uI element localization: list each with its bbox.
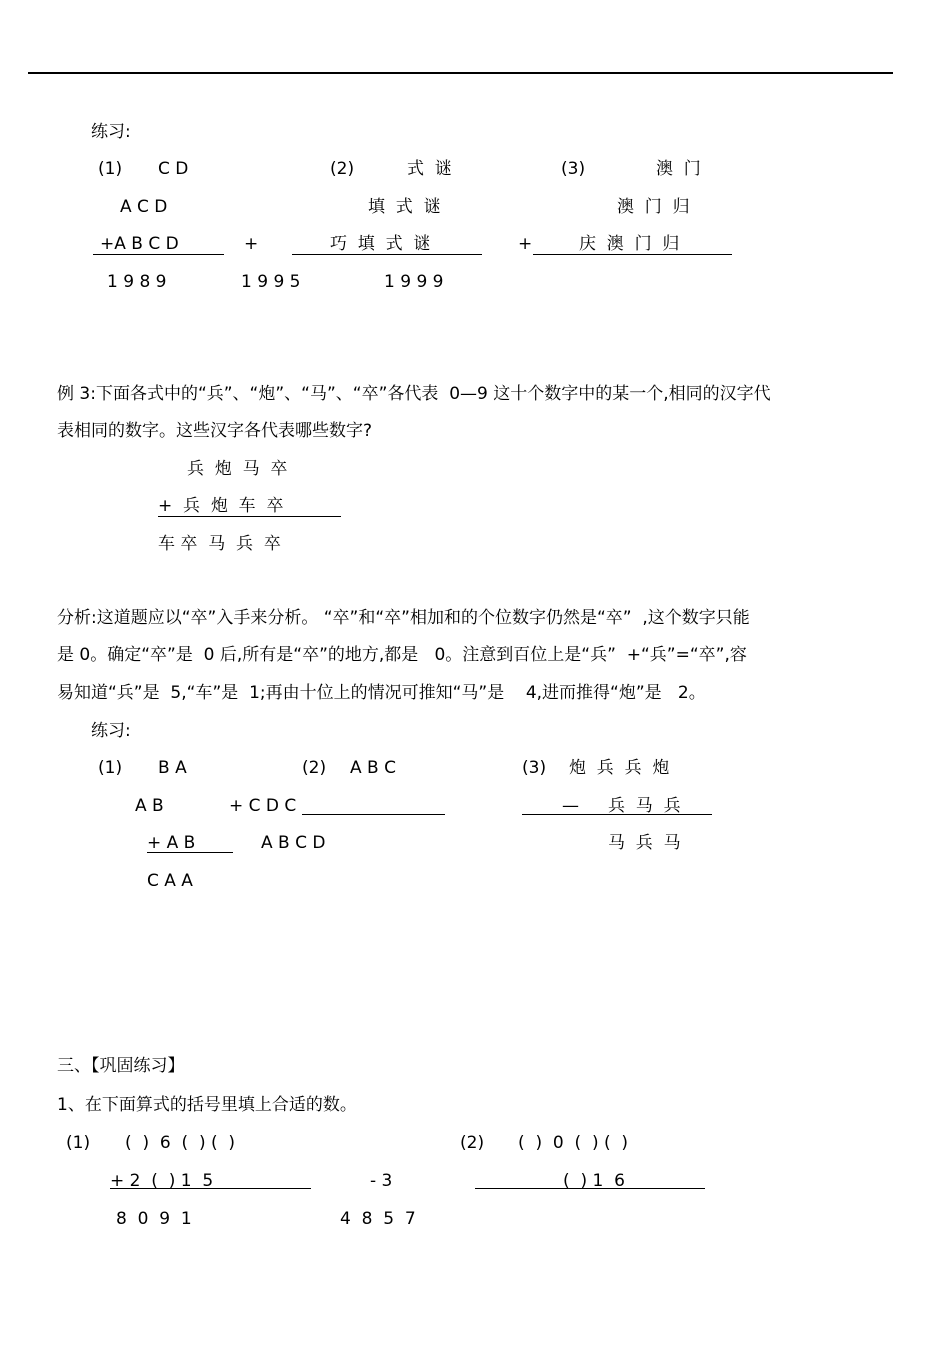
analysis-line-2: 是 0。确定“卒”是 0 后,所有是“卒”的地方,都是 0。注意到百位上是“兵” +“兵”=“卒”,容: [57, 645, 747, 665]
practice-2-p1-row3: + A B: [147, 833, 196, 853]
section-3-p2-label: (2): [460, 1133, 485, 1153]
practice-2-p2-row2: + C D C: [229, 796, 297, 816]
practice-1-p3-label: (3): [561, 159, 586, 179]
practice-1-p2-row1: 式 谜: [407, 159, 452, 179]
analysis-line-3: 易知道“兵”是 5,“车”是 1;再由十位上的情况可推知“马”是 4,进而推得“炮”是 2。: [57, 683, 706, 703]
practice-1-p1-row2: A C D: [120, 197, 168, 217]
practice-2-p3-label: (3): [522, 758, 547, 778]
practice-1-p1-label: (1): [98, 159, 123, 179]
practice-2-p1-row4: C A A: [147, 871, 193, 891]
practice-1-p3-row4: 1 9 9 9: [384, 272, 444, 292]
analysis-line-1: 分析:这道题应以“卒”入手来分析。 “卒”和“卒”相加和的个位数字仍然是“卒” ,这个数字只能: [57, 608, 750, 628]
practice-1-p1-row3: +A B C D: [100, 234, 179, 254]
section-3-p1-label: (1): [66, 1133, 91, 1153]
practice-2-p3-row3: 马 兵 马: [608, 833, 681, 853]
section-3-p2-minus: - 3: [370, 1171, 393, 1191]
example-3-sum-line: [158, 516, 341, 517]
section-3-p2-row2: ( ) 1 6: [563, 1171, 625, 1191]
practice-1-p2-sum-line: [292, 254, 482, 255]
practice-1-p1-row4: 1 9 8 9: [107, 272, 167, 292]
section-3-question-1: 1、在下面算式的括号里填上合适的数。: [57, 1095, 357, 1115]
example-3-line-1: 例 3:下面各式中的“兵”、“炮”、“马”、“卒”各代表 0—9 这十个数字中的某一个,相同的汉字代: [57, 384, 771, 404]
practice-2-p2-row1: A B C: [350, 758, 396, 778]
section-3-heading: 三、【巩固练习】: [57, 1056, 185, 1076]
practice-2-p1-row2: A B: [135, 796, 164, 816]
section-3-p1-row2: + 2 ( ) 1 5: [110, 1171, 214, 1191]
section-3-p2-sum-line: [475, 1188, 705, 1189]
practice-2-p3-minus: —: [562, 796, 579, 816]
practice-2-p3-row1: 炮 兵 兵 炮: [569, 758, 670, 778]
practice-1-p3-row2: 澳 门 归: [617, 197, 690, 217]
practice-1-p3-plus: +: [518, 234, 533, 254]
practice-1-p3-row3: 庆 澳 门 归: [579, 234, 680, 254]
practice-1-p2-row2: 填 式 谜: [368, 197, 441, 217]
practice-2-p2-row3: A B C D: [261, 833, 326, 853]
section-3-p2-row1: ( ) 0 ( ) ( ): [518, 1133, 629, 1153]
practice-1-p1-row1: C D: [158, 159, 189, 179]
example-3-row3: 车 卒 马 兵 卒: [158, 534, 281, 554]
practice-2-p1-label: (1): [98, 758, 123, 778]
practice-2-p3-sum-line: [522, 814, 712, 815]
practice-1-p3-row1: 澳 门: [656, 159, 701, 179]
practice-1-p2-plus: +: [244, 234, 259, 254]
practice-1-p2-row3: 巧 填 式 谜: [330, 234, 431, 254]
example-3-row1: 兵 炮 马 卒: [187, 459, 288, 479]
practice-1-p1-sum-line: [93, 254, 224, 255]
header-rule: [28, 72, 893, 74]
practice-2-p1-row1: B A: [158, 758, 187, 778]
practice-2-p1-sum-line: [147, 852, 233, 853]
practice-1-p3-sum-line: [533, 254, 732, 255]
practice-2-title: 练习:: [91, 721, 131, 741]
section-3-p1-row3: 8 0 9 1: [116, 1209, 192, 1229]
section-3-p2-row3: 4 8 5 7: [340, 1209, 416, 1229]
practice-1-p2-label: (2): [330, 159, 355, 179]
section-3-p1-row1: ( ) 6 ( ) ( ): [125, 1133, 236, 1153]
section-3-p1-sum-line: [110, 1188, 311, 1189]
example-3-row2: + 兵 炮 车 卒: [158, 496, 284, 516]
practice-1-title: 练习:: [91, 122, 131, 142]
practice-2-p2-label: (2): [302, 758, 327, 778]
practice-2-p3-row2: 兵 马 兵: [608, 796, 681, 816]
example-3-line-2: 表相同的数字。这些汉字各代表哪些数字?: [57, 421, 373, 441]
practice-2-p2-sum-line: [302, 814, 445, 815]
practice-1-p2-row4: 1 9 9 5: [241, 272, 301, 292]
